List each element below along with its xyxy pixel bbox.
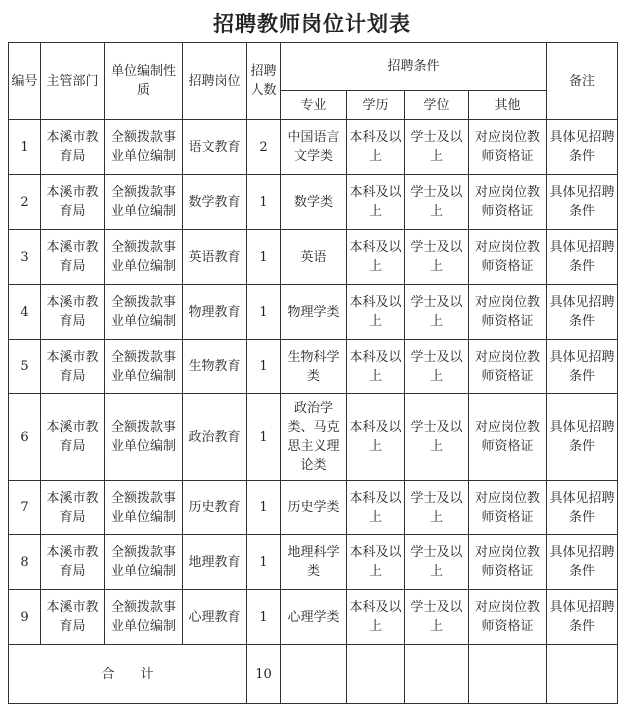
total-empty-cell (469, 645, 547, 704)
cell-major: 中国语言文学类 (281, 120, 347, 175)
cell-count: 1 (247, 230, 281, 285)
cell-edu: 本科及以上 (347, 590, 405, 645)
cell-post: 心理教育 (183, 590, 247, 645)
cell-major: 生物科学类 (281, 340, 347, 394)
total-empty-cell (547, 645, 618, 704)
cell-degree: 学士及以上 (405, 481, 469, 535)
cell-unit: 全额拨款事业单位编制 (105, 340, 183, 394)
cell-post: 语文教育 (183, 120, 247, 175)
cell-no: 8 (9, 535, 41, 590)
cell-degree: 学士及以上 (405, 175, 469, 230)
cell-edu: 本科及以上 (347, 230, 405, 285)
cell-unit: 全额拨款事业单位编制 (105, 230, 183, 285)
cell-post: 政治教育 (183, 394, 247, 481)
cell-edu: 本科及以上 (347, 340, 405, 394)
cell-count: 1 (247, 481, 281, 535)
cell-edu: 本科及以上 (347, 394, 405, 481)
cell-unit: 全额拨款事业单位编制 (105, 285, 183, 340)
cell-remark: 具体见招聘条件 (547, 340, 618, 394)
table-row (9, 394, 618, 481)
cell-major: 数学类 (281, 175, 347, 230)
cell-no: 1 (9, 120, 41, 175)
table-row (9, 340, 618, 394)
cell-degree: 学士及以上 (405, 285, 469, 340)
cell-other: 对应岗位教师资格证 (469, 230, 547, 285)
header-no: 编号 (9, 43, 41, 120)
cell-edu: 本科及以上 (347, 120, 405, 175)
cell-dept: 本溪市教育局 (41, 535, 105, 590)
total-empty-cell (281, 645, 347, 704)
header-dept: 主管部门 (41, 43, 105, 120)
total-row (9, 645, 618, 704)
cell-remark: 具体见招聘条件 (547, 590, 618, 645)
table-row (9, 481, 618, 535)
cell-post: 生物教育 (183, 340, 247, 394)
cell-no: 4 (9, 285, 41, 340)
cell-other: 对应岗位教师资格证 (469, 175, 547, 230)
header-unit: 单位编制性质 (105, 43, 183, 120)
cell-no: 6 (9, 394, 41, 481)
cell-unit: 全额拨款事业单位编制 (105, 394, 183, 481)
cell-dept: 本溪市教育局 (41, 590, 105, 645)
cell-remark: 具体见招聘条件 (547, 230, 618, 285)
total-empty-cell (347, 645, 405, 704)
cell-other: 对应岗位教师资格证 (469, 285, 547, 340)
header-edu: 学历 (347, 91, 405, 120)
cell-degree: 学士及以上 (405, 340, 469, 394)
cell-dept: 本溪市教育局 (41, 481, 105, 535)
cell-no: 3 (9, 230, 41, 285)
cell-no: 5 (9, 340, 41, 394)
cell-unit: 全额拨款事业单位编制 (105, 481, 183, 535)
cell-major: 政治学类、马克思主义理论类 (281, 394, 347, 481)
table-row (9, 230, 618, 285)
cell-dept: 本溪市教育局 (41, 230, 105, 285)
total-label: 合 计 (9, 645, 247, 704)
cell-unit: 全额拨款事业单位编制 (105, 535, 183, 590)
total-count: 10 (247, 645, 281, 704)
table-row (9, 535, 618, 590)
cell-count: 1 (247, 285, 281, 340)
cell-dept: 本溪市教育局 (41, 394, 105, 481)
cell-post: 历史教育 (183, 481, 247, 535)
cell-major: 英语 (281, 230, 347, 285)
cell-count: 2 (247, 120, 281, 175)
cell-post: 地理教育 (183, 535, 247, 590)
table-row (9, 120, 618, 175)
cell-post: 数学教育 (183, 175, 247, 230)
recruitment-table (8, 42, 618, 704)
cell-degree: 学士及以上 (405, 120, 469, 175)
cell-no: 2 (9, 175, 41, 230)
cell-count: 1 (247, 394, 281, 481)
cell-no: 9 (9, 590, 41, 645)
table-body (9, 43, 618, 704)
cell-no: 7 (9, 481, 41, 535)
cell-count: 1 (247, 175, 281, 230)
header-conditions: 招聘条件 (281, 43, 547, 91)
cell-edu: 本科及以上 (347, 481, 405, 535)
cell-degree: 学士及以上 (405, 230, 469, 285)
cell-post: 英语教育 (183, 230, 247, 285)
cell-other: 对应岗位教师资格证 (469, 340, 547, 394)
header-major: 专业 (281, 91, 347, 120)
cell-remark: 具体见招聘条件 (547, 535, 618, 590)
cell-remark: 具体见招聘条件 (547, 394, 618, 481)
cell-count: 1 (247, 340, 281, 394)
page-title: 招聘教师岗位计划表 (213, 12, 411, 36)
cell-count: 1 (247, 590, 281, 645)
cell-count: 1 (247, 535, 281, 590)
cell-other: 对应岗位教师资格证 (469, 535, 547, 590)
table-row (9, 590, 618, 645)
cell-unit: 全额拨款事业单位编制 (105, 175, 183, 230)
cell-degree: 学士及以上 (405, 535, 469, 590)
cell-remark: 具体见招聘条件 (547, 120, 618, 175)
cell-dept: 本溪市教育局 (41, 175, 105, 230)
cell-post: 物理教育 (183, 285, 247, 340)
cell-dept: 本溪市教育局 (41, 340, 105, 394)
table-row (9, 285, 618, 340)
header-count: 招聘人数 (247, 43, 281, 120)
header-degree: 学位 (405, 91, 469, 120)
cell-remark: 具体见招聘条件 (547, 175, 618, 230)
header-post: 招聘岗位 (183, 43, 247, 120)
total-empty-cell (405, 645, 469, 704)
header-remark: 备注 (547, 43, 618, 120)
cell-major: 历史学类 (281, 481, 347, 535)
cell-remark: 具体见招聘条件 (547, 481, 618, 535)
cell-unit: 全额拨款事业单位编制 (105, 590, 183, 645)
cell-other: 对应岗位教师资格证 (469, 590, 547, 645)
cell-other: 对应岗位教师资格证 (469, 481, 547, 535)
table-row (9, 175, 618, 230)
cell-major: 物理学类 (281, 285, 347, 340)
cell-dept: 本溪市教育局 (41, 285, 105, 340)
cell-other: 对应岗位教师资格证 (469, 120, 547, 175)
cell-remark: 具体见招聘条件 (547, 285, 618, 340)
cell-unit: 全额拨款事业单位编制 (105, 120, 183, 175)
cell-major: 心理学类 (281, 590, 347, 645)
cell-major: 地理科学类 (281, 535, 347, 590)
cell-degree: 学士及以上 (405, 394, 469, 481)
cell-edu: 本科及以上 (347, 535, 405, 590)
cell-degree: 学士及以上 (405, 590, 469, 645)
cell-dept: 本溪市教育局 (41, 120, 105, 175)
cell-edu: 本科及以上 (347, 175, 405, 230)
cell-edu: 本科及以上 (347, 285, 405, 340)
header-row-1 (9, 43, 618, 91)
header-other: 其他 (469, 91, 547, 120)
cell-other: 对应岗位教师资格证 (469, 394, 547, 481)
